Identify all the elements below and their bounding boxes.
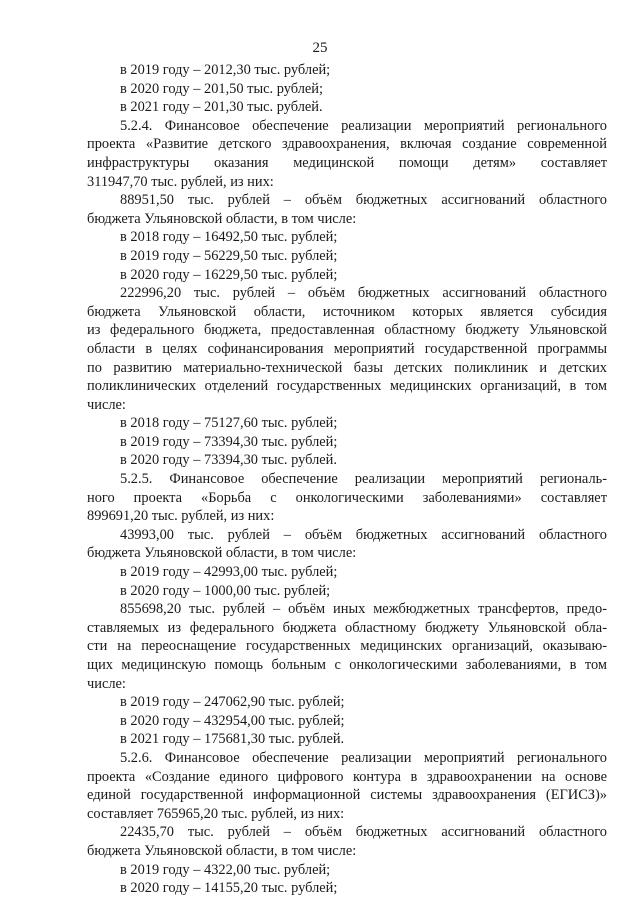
text-line: в 2020 году – 73394,30 тыс. рублей. xyxy=(120,452,337,469)
text-line: инфраструктуры оказания медицинской помощи детям» составляет xyxy=(87,154,607,171)
text-line: из федерального бюджета, предоставленная областному бюджету Ульяновской xyxy=(87,322,607,339)
text-line: 43993,00 тыс. рублей – объём бюджетных ассигнований областного xyxy=(120,526,607,543)
text-line: ного проекта «Борьба с онкологическими заболеваниями» составляет xyxy=(87,489,607,506)
text-line: в 2020 году – 14155,20 тыс. рублей; xyxy=(120,880,338,897)
text-line: в 2019 году – 56229,50 тыс. рублей; xyxy=(120,247,338,264)
text-line: 311947,70 тыс. рублей, из них: xyxy=(87,173,274,190)
text-line: ставляемых из федерального бюджета областному бюджету Ульяновской обла- xyxy=(87,619,607,636)
text-line: 855698,20 тыс. рублей – объём иных межбюджетных трансфертов, предо- xyxy=(120,601,607,618)
text-line: 5.2.4. Финансовое обеспечение реализации мероприятий регионального xyxy=(120,117,607,134)
text-line: в 2019 году – 2012,30 тыс. рублей; xyxy=(120,62,331,78)
page-number: 25 xyxy=(312,40,328,56)
text-line: бюджета Ульяновской области, в том числе: xyxy=(87,210,357,227)
text-line: единой государственной информационной системы здравоохранения (ЕГИСЗ)» xyxy=(87,787,607,804)
text-line: 88951,50 тыс. рублей – объём бюджетных ассигнований областного xyxy=(120,192,607,209)
text-line: 5.2.5. Финансовое обеспечение реализации мероприятий региональ- xyxy=(120,471,607,488)
text-line: бюджета Ульяновской области, источником которых является субсидия xyxy=(87,303,607,320)
text-line: щих медицинскую помощь больным с онкологическими заболеваниями, в том xyxy=(87,657,607,673)
text-line: в 2019 году – 42993,00 тыс. рублей; xyxy=(120,564,338,581)
text-line: в 2020 году – 201,50 тыс. рублей; xyxy=(120,80,323,97)
text-line: бюджета Ульяновской области, в том числе: xyxy=(87,545,357,562)
text-line: в 2019 году – 247062,90 тыс. рублей; xyxy=(120,694,345,711)
text-line: в 2020 году – 1000,00 тыс. рублей; xyxy=(120,582,331,599)
text-line: в 2018 году – 75127,60 тыс. рублей; xyxy=(120,415,338,432)
document-body xyxy=(87,61,607,898)
text-line: поликлинических отделений государственных медицинских организаций, в том xyxy=(87,378,607,395)
text-line: 222996,20 тыс. рублей – объём бюджетных ассигнований областного xyxy=(120,285,607,302)
text-line: в 2021 году – 175681,30 тыс. рублей. xyxy=(120,731,345,748)
text-line: числе: xyxy=(87,675,126,692)
text-line: в 2020 году – 16229,50 тыс. рублей; xyxy=(120,266,338,283)
text-line: в 2021 году – 201,30 тыс. рублей. xyxy=(120,99,323,116)
text-line: по развитию материально-технической базы детских поликлиник и детских xyxy=(87,359,607,376)
text-line: области в целях софинансирования мероприятий государственной программы xyxy=(87,340,607,357)
text-line: в 2019 году – 73394,30 тыс. рублей; xyxy=(120,433,338,450)
text-line: проекта «Развитие детского здравоохранения, включая создание современной xyxy=(87,136,607,153)
text-line: 5.2.6. Финансовое обеспечение реализации мероприятий регионального xyxy=(120,749,607,766)
text-line: составляет 765965,20 тыс. рублей, из них: xyxy=(87,805,345,822)
text-line: 22435,70 тыс. рублей – объём бюджетных ассигнований областного xyxy=(120,824,607,841)
text-line: в 2019 году – 4322,00 тыс. рублей; xyxy=(120,861,331,878)
text-line: 899691,20 тыс. рублей, из них: xyxy=(87,508,275,525)
text-line: числе: xyxy=(87,396,126,413)
text-line: в 2018 году – 16492,50 тыс. рублей; xyxy=(120,229,338,246)
text-line: бюджета Ульяновской области, в том числе: xyxy=(87,842,357,859)
text-line: сти на переоснащение государственных медицинских организаций, оказываю- xyxy=(87,638,607,655)
text-line: проекта «Создание единого цифрового контура в здравоохранении на основе xyxy=(87,768,607,785)
text-line: в 2020 году – 432954,00 тыс. рублей; xyxy=(120,712,345,729)
